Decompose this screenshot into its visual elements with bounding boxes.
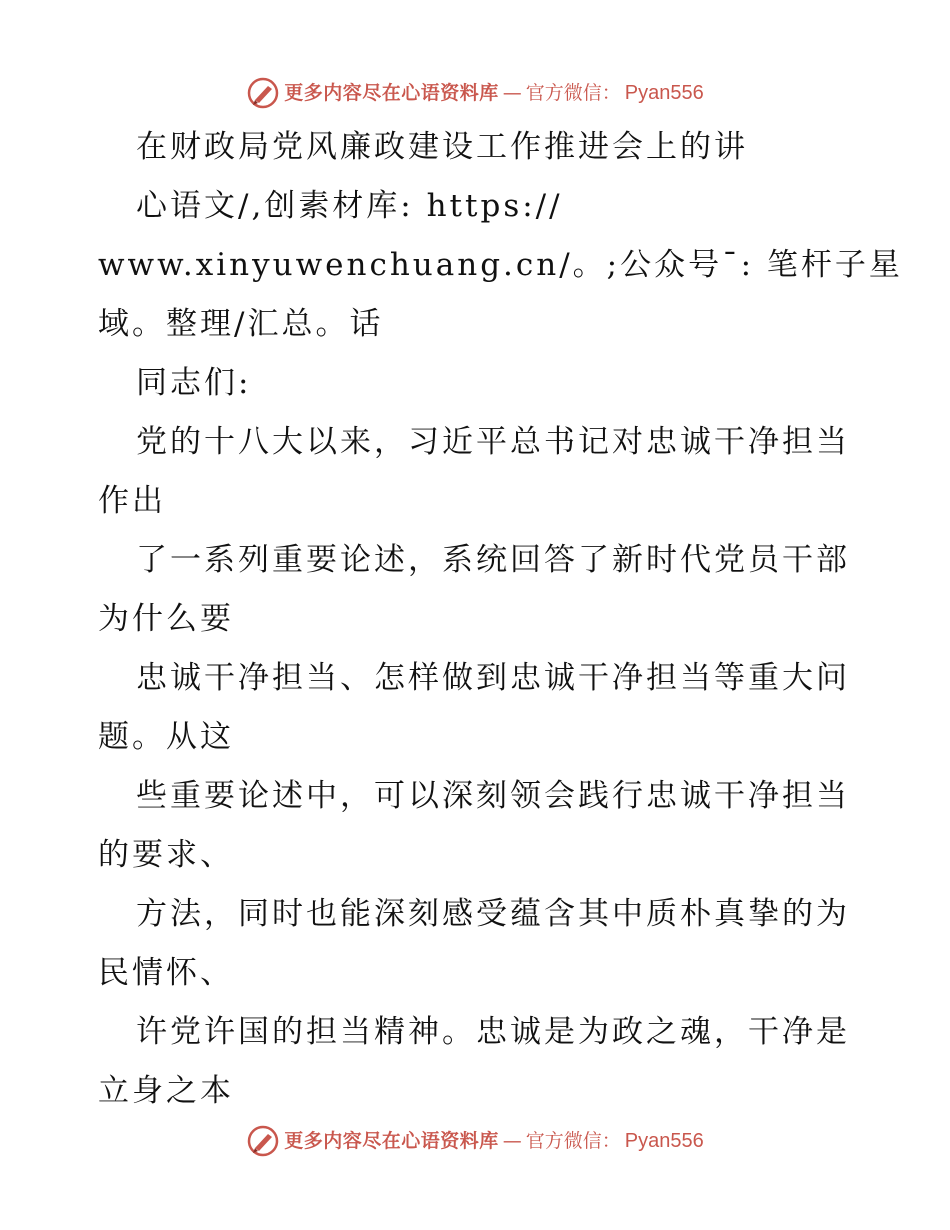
banner-wechat-id: Pyan556: [624, 82, 704, 104]
paragraph-line: 题。从这: [98, 719, 234, 755]
paragraph-line: 立身之本: [98, 1073, 234, 1109]
banner-main-text: 更多内容尽在心语资料库: [284, 82, 499, 104]
text-line: 心语文/,创素材库: https://: [136, 188, 563, 224]
paragraph-line: 了一系列重要论述，系统回答了新时代党员干部: [136, 542, 850, 578]
banner-dash: —: [502, 82, 522, 104]
text-line: 域。整理/汇总。话: [98, 306, 384, 342]
paragraph-line: 党的十八大以来，习近平总书记对忠诚干净担当: [136, 424, 850, 460]
banner-wechat-label: 官方微信：: [525, 1130, 621, 1152]
text-line: www.xinyuwenchuang.cn/。;公众号¯: 笔杆子星: [98, 247, 903, 283]
paragraph-line: 的要求、: [98, 837, 234, 873]
banner-wechat-id: Pyan556: [624, 1130, 704, 1152]
paragraph-line: 为什么要: [98, 601, 234, 637]
title-line-1: 在财政局党风廉政建设工作推进会上的讲: [136, 129, 748, 165]
pen-logo-icon: [246, 76, 280, 110]
paragraph-line: 方法，同时也能深刻感受蕴含其中质朴真挚的为: [136, 896, 850, 932]
banner-dash: —: [502, 1130, 522, 1152]
paragraph-line: 作出: [98, 483, 166, 519]
document-body: [98, 118, 903, 1121]
header-watermark-banner: [0, 76, 950, 110]
footer-watermark-banner: [0, 1124, 950, 1158]
salutation: 同志们:: [136, 365, 252, 401]
banner-wechat-label: 官方微信：: [525, 82, 621, 104]
banner-main-text: 更多内容尽在心语资料库: [284, 1130, 499, 1152]
paragraph-line: 忠诚干净担当、怎样做到忠诚干净担当等重大问: [136, 660, 850, 696]
paragraph-line: 民情怀、: [98, 955, 234, 991]
pen-logo-icon: [246, 1124, 280, 1158]
paragraph-line: 些重要论述中，可以深刻领会践行忠诚干净担当: [136, 778, 850, 814]
paragraph-line: 许党许国的担当精神。忠诚是为政之魂，干净是: [136, 1014, 850, 1050]
